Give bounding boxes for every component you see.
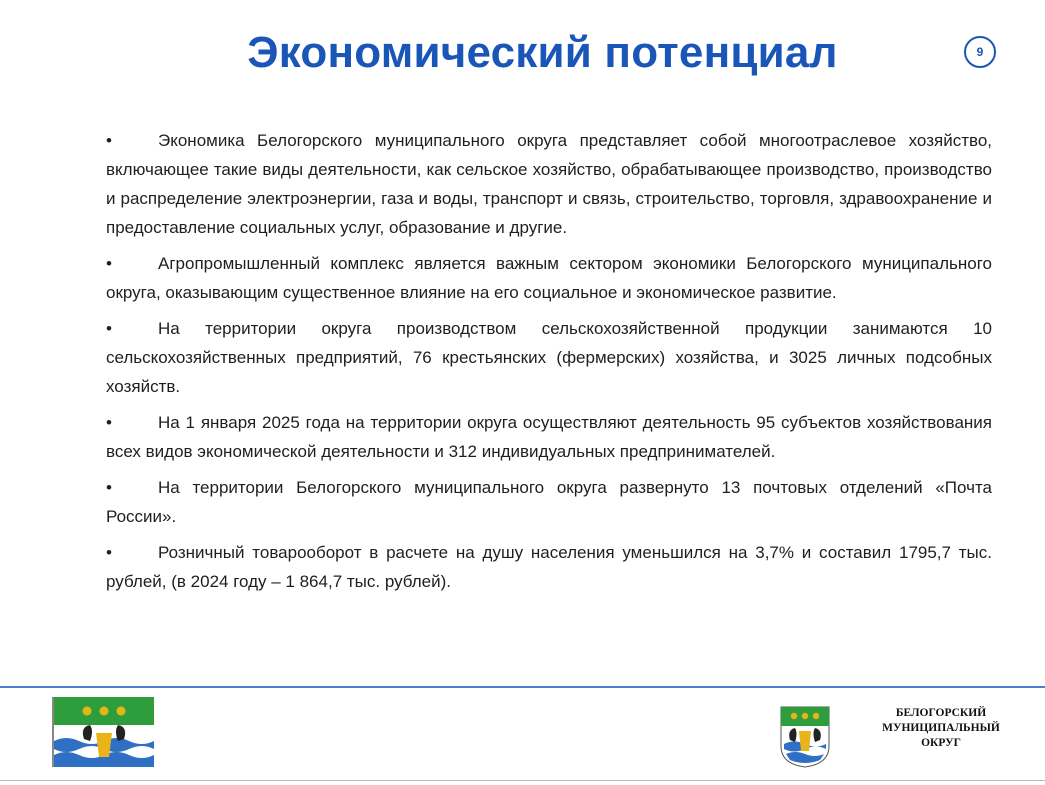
bullet-list (106, 126, 992, 603)
bullet-marker: • (106, 131, 112, 150)
municipal-flag-icon (52, 697, 154, 767)
bullet-text: На территории Белогорского муниципального округа развернуто 13 почтовых отделений «Почта России». (106, 478, 992, 526)
bullet-text: На территории округа производством сельскохозяйственной продукции занимаются 10 сельскохозяйственных предприятий, 76 крестьянских (фермерских) хозяйства, и 3025 личных подсобных хозяйств. (106, 319, 992, 396)
coat-of-arms-icon (780, 706, 830, 768)
org-name-line-3: ОКРУГ (921, 737, 961, 749)
bullet-item (106, 538, 992, 596)
bullet-text: Агропромышленный комплекс является важным сектором экономики Белогорского муниципального округа, оказывающим существенное влияние на его социальное и экономическое развитие. (106, 254, 992, 302)
org-name-line-1: БЕЛОГОРСКИЙ (895, 707, 987, 719)
bullet-marker: • (106, 543, 112, 562)
bullet-marker: • (106, 254, 112, 273)
bullet-marker: • (106, 319, 112, 338)
bullet-item (106, 314, 992, 401)
bullet-item (106, 126, 992, 242)
footer-divider (0, 686, 1045, 688)
org-name-line-2: МУНИЦИПАЛЬНЫЙ (882, 722, 1000, 734)
bullet-item (106, 473, 992, 531)
bottom-edge-line (0, 780, 1045, 781)
bullet-item (106, 249, 992, 307)
organization-name (866, 706, 1016, 751)
bullet-text: Экономика Белогорского муниципального округа представляет собой многоотраслевое хозяйство, включающее такие виды деятельности, как сельское хозяйство, обрабатывающее производство, производство и распределение электроэнергии, газа и воды, транспорт и связь, строительство, торговля, здравоохранение и предоставление социальных услуг, образование и другие. (106, 131, 992, 237)
slide-title: Экономический потенциал (247, 28, 838, 77)
bullet-marker: • (106, 413, 112, 432)
bullet-marker: • (106, 478, 112, 497)
page-number-badge (964, 36, 996, 68)
bullet-text: На 1 января 2025 года на территории округа осуществляют деятельность 95 субъектов хозяйствования всех видов экономической деятельности и 312 индивидуальных предпринимателей. (106, 413, 992, 461)
page-number: 9 (976, 45, 984, 59)
bullet-item (106, 408, 992, 466)
bullet-text: Розничный товарооборот в расчете на душу населения уменьшился на 3,7% и составил 1795,7 тыс. рублей, (в 2024 году – 1 864,7 тыс. рублей). (106, 543, 992, 591)
